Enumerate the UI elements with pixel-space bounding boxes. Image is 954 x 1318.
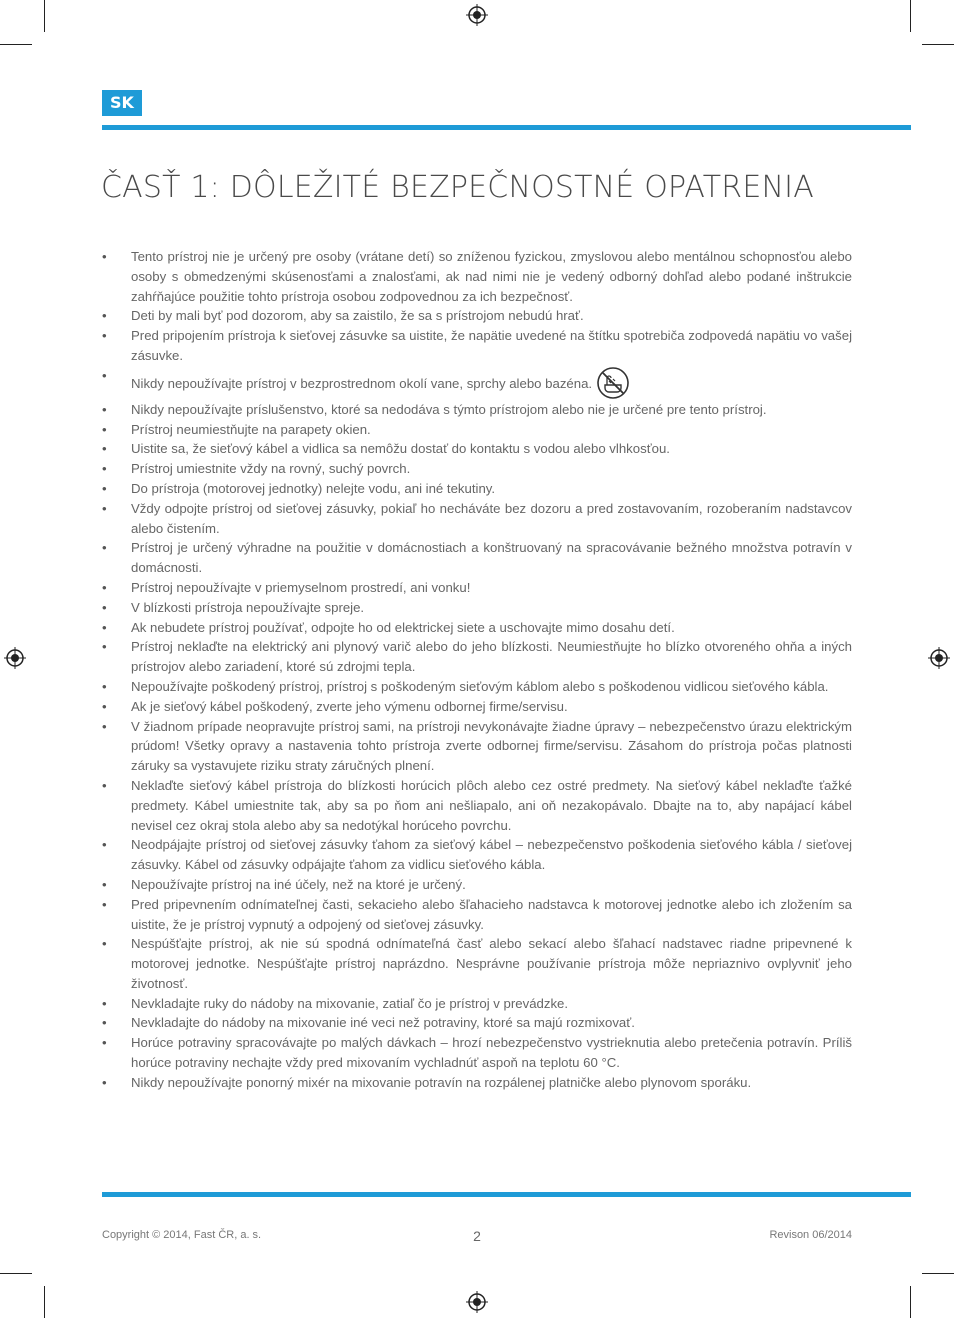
- registration-mark-icon: [466, 4, 488, 26]
- footer-copyright: Copyright © 2014, Fast ČR, a. s.: [102, 1229, 262, 1241]
- language-badge: SK: [102, 90, 142, 116]
- list-item: • Pred pripojením prístroja k sieťovej zásuvke sa uistite, že napätie uvedené na štítku spotrebiča zodpovedá napätiu vo vašej zásuvke.: [102, 326, 852, 366]
- no-bath-warning-icon: [596, 366, 630, 400]
- list-item: • Pred pripevnením odnímateľnej časti, sekacieho alebo šľahacieho nadstavca k motorovej jednotke alebo ich zložením sa uistite, že je prístroj vypnutý a odpojený od sieťovej zásuvky.: [102, 895, 852, 935]
- list-item: • Prístroj nepoužívajte v priemyselnom prostredí, ani vonku!: [102, 578, 852, 598]
- list-item: • Prístroj umiestnite vždy na rovný, suchý povrch.: [102, 459, 852, 479]
- list-item: • Nespúšťajte prístroj, ak nie sú spodná odnímateľná časť alebo sekací alebo šľahací nadstavec riadne pripevnené k motorovej jednotke. Nespúšťajte prístroj naprázdno. Nesprávne používanie prístroja môže nepriaznivo ovplyvniť jeho životnosť.: [102, 934, 852, 993]
- crop-mark: [922, 1273, 954, 1274]
- list-item: • Do prístroja (motorovej jednotky) nelejte vodu, ani iné tekutiny.: [102, 479, 852, 499]
- list-item: • Neodpájajte prístroj od sieťovej zásuvky ťahom za sieťový kábel – nebezpečenstvo poškodenia sieťového kábla / sieťovej zásuvky. Kábel od zásuvky odpájajte ťahom za vidlicu sieťového kábla.: [102, 835, 852, 875]
- footer-revision: Revison 06/2014: [769, 1229, 852, 1241]
- registration-mark-icon: [4, 647, 26, 669]
- list-item: • V blízkosti prístroja nepoužívajte spreje.: [102, 598, 852, 618]
- crop-mark: [922, 44, 954, 45]
- list-item: • Nikdy nepoužívajte prístroj v bezprostrednom okolí vane, sprchy alebo bazéna.: [102, 366, 852, 400]
- crop-mark: [0, 1273, 32, 1274]
- crop-mark: [910, 1286, 911, 1318]
- list-item: • Prístroj neklaďte na elektrický ani plynový varič alebo do jeho blízkosti. Neumiestňujte ho blízko otvoreného ohňa a iných prístrojov alebo zariadení, ktoré sú zdrojmi tepla.: [102, 637, 852, 677]
- registration-mark-icon: [928, 647, 950, 669]
- list-item: • Neklaďte sieťový kábel prístroja do blízkosti horúcich plôch alebo cez ostré predmety. Na sieťový kábel neklaďte ťažké predmety. Kábel umiestnite tak, aby sa po ňom ani nešliapalo, ani oň nezakopávalo. Dbajte na to, aby napájací kábel nevisel cez okraj stola alebo aby sa nedotýkal horúceho povrchu.: [102, 776, 852, 835]
- crop-mark: [910, 0, 911, 32]
- list-item: • Nevkladajte ruky do nádoby na mixovanie, zatiaľ čo je prístroj v prevádzke.: [102, 994, 852, 1014]
- safety-list: [102, 247, 852, 1093]
- list-item: • Prístroj je určený výhradne na použitie v domácnostiach a konštruovaný na spracovávanie bežného množstva potravín v domácnosti.: [102, 538, 852, 578]
- list-item: • V žiadnom prípade neopravujte prístroj sami, na prístroji nevykonávajte žiadne úpravy – nebezpečenstvo úrazu elektrickým prúdom! Všetky opravy a nastavenia tohto prístroja zverte odbornej firme/servisu. Zásahom do prístroja počas platnosti záruky sa vystavujete riziku straty záručných plnení.: [102, 717, 852, 776]
- list-item: • Uistite sa, že sieťový kábel a vidlica sa nemôžu dostať do kontaktu s vodou alebo vlhkosťou.: [102, 439, 852, 459]
- list-item: • Nepoužívajte prístroj na iné účely, než na ktoré je určený.: [102, 875, 852, 895]
- list-item: • Vždy odpojte prístroj od sieťovej zásuvky, pokiaľ ho necháváte bez dozoru a pred zostavovaním, rozoberaním nadstavcov alebo čistením.: [102, 499, 852, 539]
- page-title: ČASŤ 1: DÔLEŽITÉ BEZPEČNOSTNÉ OPATRENIA: [101, 170, 814, 205]
- crop-mark: [44, 1286, 45, 1318]
- list-item: • Nepoužívajte poškodený prístroj, prístroj s poškodeným sieťovým káblom alebo s poškodenou vidlicou sieťového kábla.: [102, 677, 852, 697]
- footer-rule: [102, 1192, 911, 1197]
- list-item: • Ak nebudete prístroj používať, odpojte ho od elektrickej siete a uschovajte mimo dosahu detí.: [102, 618, 852, 638]
- list-item: • Nikdy nepoužívajte ponorný mixér na mixovanie potravín na rozpálenej platničke alebo plynovom sporáku.: [102, 1073, 852, 1093]
- header-rule: [102, 125, 911, 130]
- list-item: • Nevkladajte do nádoby na mixovanie iné veci než potraviny, ktoré sa majú rozmixovať.: [102, 1013, 852, 1033]
- list-item: • Tento prístroj nie je určený pre osoby (vrátane detí) so zníženou fyzickou, zmyslovou alebo mentálnou schopnosťou alebo osoby s obmedzenými skúsenosťami a znalosťami, ak nad nimi nie je vedený odborný dohľad alebo podané inštrukcie zahŕňajúce použitie tohto prístroja osobou zodpovednou za ich bezpečnosť.: [102, 247, 852, 306]
- page-number: 2: [473, 1228, 481, 1244]
- list-item: • Prístroj neumiestňujte na parapety okien.: [102, 420, 852, 440]
- list-item: • Nikdy nepoužívajte príslušenstvo, ktoré sa nedodáva s týmto prístrojom alebo nie je určené pre tento prístroj.: [102, 400, 852, 420]
- registration-mark-icon: [466, 1291, 488, 1313]
- list-item: • Horúce potraviny spracovávajte po malých dávkach – hrozí nebezpečenstvo vystrieknutia alebo pretečenia potravín. Príliš horúce potraviny nechajte vždy pred mixovaním vychladnúť aspoň na teplotu 60 °C.: [102, 1033, 852, 1073]
- crop-mark: [0, 44, 32, 45]
- list-item: • Deti by mali byť pod dozorom, aby sa zaistilo, že sa s prístrojom nebudú hrať.: [102, 306, 852, 326]
- list-item: • Ak je sieťový kábel poškodený, zverte jeho výmenu odbornej firme/servisu.: [102, 697, 852, 717]
- crop-mark: [44, 0, 45, 32]
